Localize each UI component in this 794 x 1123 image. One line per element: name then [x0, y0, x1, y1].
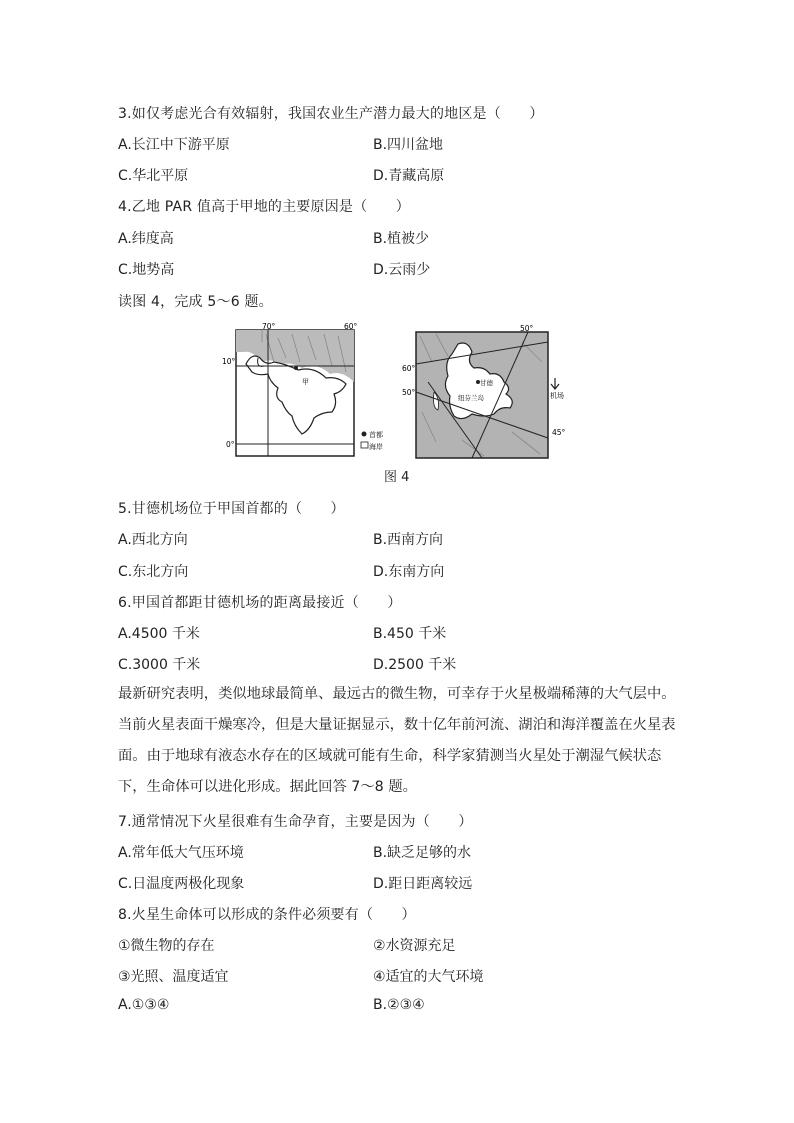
right-lat-45: 45° — [552, 428, 566, 437]
q7-stem: 7.通常情况下火星很难有生命孕育，主要是因为（ ） — [118, 814, 473, 830]
gander-label: 甘德 — [480, 379, 493, 387]
right-lat-60: 60° — [402, 364, 416, 373]
right-lon-50: 50° — [520, 324, 534, 333]
legend-coast: 海岸 — [369, 443, 383, 451]
q7-option-c: C.日温度两极化现象 — [118, 876, 245, 892]
q8-statement-2: ②水资源充足 — [373, 938, 456, 954]
airport-legend: 机场 — [550, 392, 564, 400]
right-lat-50: 50° — [402, 388, 416, 397]
q7-option-d: D.距日距离较远 — [373, 876, 473, 892]
left-lat-10: 10° — [222, 357, 236, 366]
q3-stem: 3.如仅考虑光合有效辐射，我国农业生产潜力最大的地区是（ ） — [118, 106, 544, 122]
q5-stem: 5.甘德机场位于甲国首都的（ ） — [118, 501, 345, 517]
q5-option-a: A.西北方向 — [118, 532, 188, 548]
left-lat-0: 0° — [226, 440, 235, 449]
q4-option-b: B.植被少 — [373, 231, 430, 247]
q6-option-d: D.2500 千米 — [373, 657, 457, 673]
q5-option-d: D.东南方向 — [373, 564, 445, 580]
q3-option-d: D.青藏高原 — [373, 168, 445, 184]
q3-option-b: B.四川盆地 — [373, 137, 444, 153]
airport-symbol — [551, 378, 559, 389]
q8-stem: 8.火星生命体可以形成的条件必须要有（ ） — [118, 907, 416, 923]
q5-option-c: C.东北方向 — [118, 564, 189, 580]
figure-caption: 图 4 — [384, 470, 410, 485]
q4-stem: 4.乙地 PAR 值高于甲地的主要原因是（ ） — [118, 199, 410, 215]
q4-option-c: C.地势高 — [118, 262, 175, 278]
q3-option-a: A.长江中下游平原 — [118, 137, 230, 153]
left-lon-60: 60° — [344, 322, 358, 331]
figure-4-maps — [222, 322, 572, 464]
right-map — [402, 324, 566, 458]
q8-option-b: B.②③④ — [373, 997, 425, 1013]
legend-coast-symbol — [361, 442, 368, 448]
left-map — [222, 322, 383, 456]
q6-stem: 6.甲国首都距甘德机场的距离最接近（ ） — [118, 595, 402, 611]
country-jia: 甲 — [302, 378, 309, 386]
q4-option-d: D.云雨少 — [373, 262, 431, 278]
legend-capital: 首都 — [369, 431, 383, 439]
q7-option-b: B.缺乏足够的水 — [373, 845, 472, 861]
q8-statement-1: ①微生物的存在 — [118, 938, 215, 954]
left-lon-70: 70° — [262, 322, 276, 331]
mars-passage: 最新研究表明，类似地球最简单、最远古的微生物，可幸存于火星极端稀薄的大气层中。当前火星表面干燥寒冷，但是大量证据显示，数十亿年前河流、湖泊和海洋覆盖在火星表面。由于地球有液态水存在的区域就可能有生命，科学家猜测当火星处于潮湿气候状态下，生命体可以进化形成。据此回答 7～8 题。 — [118, 686, 676, 795]
q8-statement-4: ④适宜的大气环境 — [373, 969, 484, 985]
legend-capital-symbol — [362, 432, 367, 437]
q5-option-b: B.西南方向 — [373, 532, 444, 548]
intro-5-6: 读图 4，完成 5～6 题。 — [118, 294, 273, 310]
q6-option-a: A.4500 千米 — [118, 626, 200, 642]
q6-option-b: B.450 千米 — [373, 626, 447, 642]
q4-option-a: A.纬度高 — [118, 231, 174, 247]
q3-option-c: C.华北平原 — [118, 168, 189, 184]
q6-option-c: C.3000 千米 — [118, 657, 201, 673]
q8-option-a: A.①③④ — [118, 997, 170, 1013]
q8-statement-3: ③光照、温度适宜 — [118, 969, 229, 985]
q7-option-a: A.常年低大气压环境 — [118, 845, 244, 861]
island-label: 纽芬兰岛 — [458, 394, 484, 402]
